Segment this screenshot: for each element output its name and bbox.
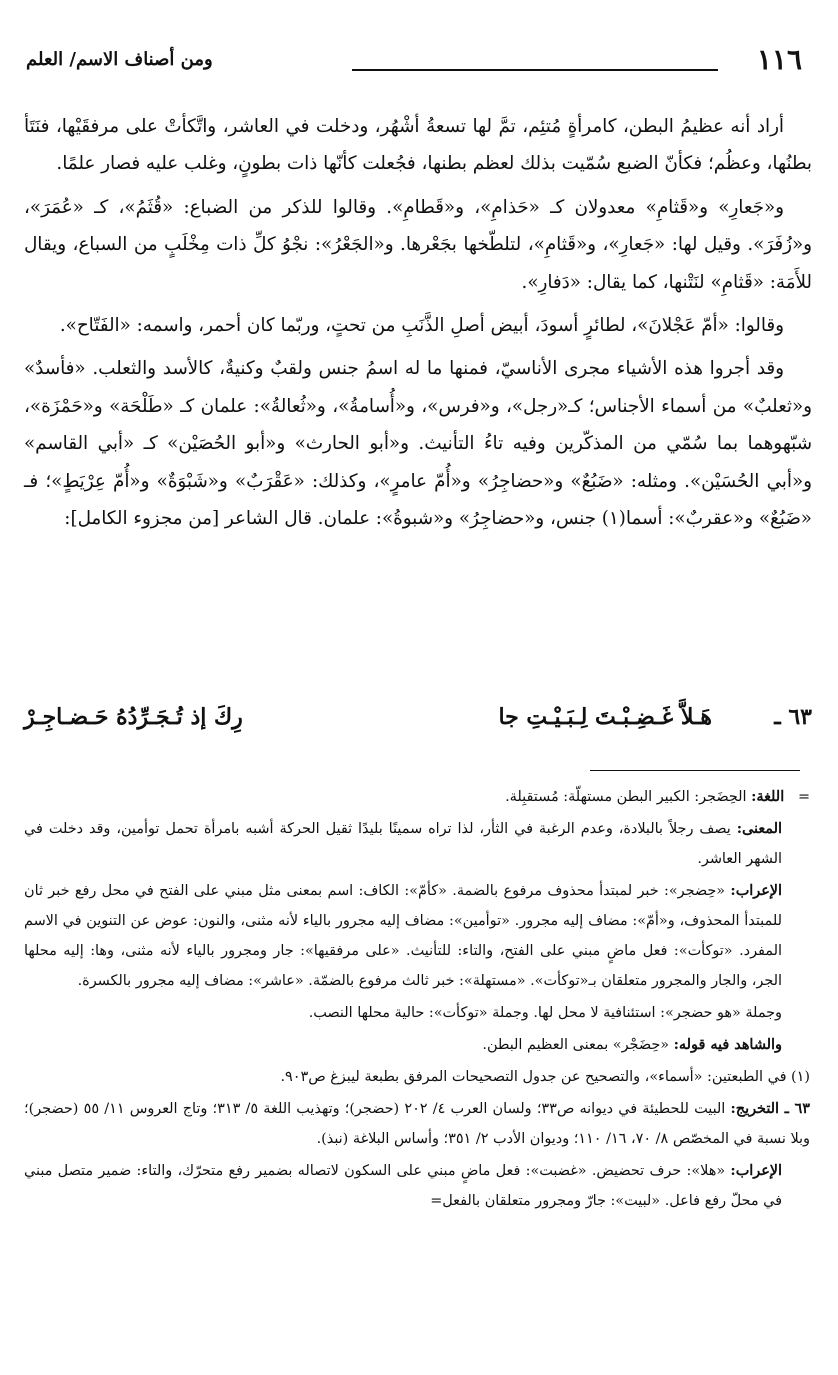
footnotes xyxy=(24,782,810,1218)
main-text xyxy=(24,108,812,543)
footnote-label: اللغة: xyxy=(751,788,785,805)
footnote-text: «حِضَجْر» بمعنى العظيم البطن. xyxy=(482,1037,670,1053)
footnote-maana xyxy=(24,814,810,874)
footnote-shahid xyxy=(24,1030,810,1060)
verse-first-hemistich: هَـلاَّ غَـضِـبْـتَ لِـبَـيْـتِ جا xyxy=(498,704,712,730)
footnote-label: الإعراب: xyxy=(730,882,782,899)
footnote-text: «هلا»: حرف تحضيض. «غضبت»: فعل ماضٍ مبني على السكون لاتصاله بضمير رفع متحرّك، والتاء: ضمير متصل مبني في محلّ رفع فاعل. «لبيت»: جارّ ومجرور متعلقان بالفعل= xyxy=(24,1163,782,1209)
footnote-text: يصف رجلاً بالبلادة، وعدم الرغبة في الثأر، لذا تراه سمينًا بليدًا ثقيل الحركة أشبه بامرأة تحمل توأمين، وقد دخلت في الشهر العاشر. xyxy=(24,821,782,867)
page-number: ١١٦ xyxy=(756,43,802,76)
footnote-label: والشاهد فيه قوله: xyxy=(673,1036,782,1053)
footnote-label: ٦٣ ـ التخريج: xyxy=(730,1100,810,1117)
footnote-text: «حِضجر»: خبر لمبتدأ محذوف مرفوع بالضمة. «كأمّ»: الكاف: اسم بمعنى مثل مبني على الفتح في محل رفع خبر ثان للمبتدأ المحذوف، و«أمّ»: مضاف إليه مجرور. «توأمين»: مضاف إليه مجرور بالياء لأنه مثنى، والنون: عوض عن التنوين في الاسم المفرد. «توكأت»: فعل ماضٍ مبني على الفتح، والتاء: للتأنيث. «على مرفقيها»: جار ومجرور بالياء لأنه مثنى، وها: إليه محلها الجر، والجار والمجرور متعلقان بـ«توكأت». «مستهلة»: خبر ثالث مرفوع بالضمّة. «عاشر»: مضاف إليه مجرور بالكسرة. xyxy=(24,883,782,989)
paragraph: وقالوا: «أمّ عَجْلانَ»، لطائرٍ أسودَ، أبيض أصلِ الذَّنَبِ من تحتٍ، وربّما كان أحمر، واسمه: «الفَتّاح». xyxy=(59,315,784,337)
footnote-takhrij xyxy=(24,1094,810,1154)
footnote-text: الحِضَجر: الكبير البطن مستهلّة: مُستقبِلة. xyxy=(505,789,747,805)
running-title: ومن أصناف الاسم/ العلم xyxy=(26,49,213,70)
verse-second-hemistich: رِكَ إذ تُـجَـرِّدُهُ حَـضـاجِـرْ xyxy=(24,704,243,730)
paragraph: أراد أنه عظيمُ البطن، كامرأةٍ مُتئِم، تمَّ لها تسعةُ أشْهُر، ودخلت في العاشر، واتَّكأتْ على مرفقَيْها، فنَتَأ بطنُها، وعظُم؛ فكأنّ الضبع سُمّيت بذلك لعظم بطنها، فجُعلت كأنّها ذات بطونٍ، وغلب عليه فصار علمًا. xyxy=(24,116,812,175)
footnote-irab-2 xyxy=(24,1156,810,1216)
paragraph: وقد أجروا هذه الأشياء مجرى الأناسيّ، فمنها ما له اسمُ جنس ولقبٌ وكنيةٌ، كالأسد والثعلب. «فأسدٌ» و«ثعلبٌ» من أسماء الأجناس؛ كـ«رجل»، و«فرس»، و«أُسامةُ»، و«ثُعالةُ»: علمان كـ «طَلْحَة» و«حَمْزَة»، شبّهوهما بما سُمّي من المذكّرين وفيه تاءُ التأنيث. و«أبو الحارث» و«أبو الحُصَيْن» كـ «أبي القاسم» و«أبي الحُسَيْن». ومثله: «ضَبُعٌ» و«حضاجِرُ» و«أُمّ عامرٍ»، وكذلك: «عَقْرَبٌ» و«شَبْوَةٌ» و«أُمّ عِرْيَطٍ»؛ فـ «ضَبُعٌ» و«عقربٌ»: أسما(١) جنس، و«حضاجِرُ» و«شبوةُ»: علمان. قال الشاعر [من مجزوء الكامل]: xyxy=(24,358,812,530)
paragraph: و«جَعارِ» و«قَثامِ» معدولان كـ «حَذامِ»، و«قَطامِ». وقالوا للذكر من الضباع: «قُثَمُ»، كـ «عُمَرَ»، و«زُفَرَ». وقيل لها: «جَعارِ»، و«قَثامِ»، لتلطّخها بجَعْرها. و«الجَعْرُ»: نجْوُ كلِّ ذات مِخْلَبٍ من السباع، ويقال للأَمَة: «قَثامِ» لنَتْنها، كما يقال: «دَفارِ». xyxy=(24,196,812,293)
footnote-text: البيت للحطيئة في ديوانه ص٣٣؛ ولسان العرب ٤/ ٢٠٢ (حضجر)؛ وتهذيب اللغة ٥/ ٣١٣؛ وتاج العروس ١١/ ٥٥ (حضجر)؛ وبلا نسبة في المخصّص ٨/ ٧٠، ١٦/ ١١٠؛ وديوان الأدب ٢/ ٣٥١؛ وأساس البلاغة (نبذ). xyxy=(24,1101,810,1147)
footnote-jumla xyxy=(24,998,810,1028)
page-header xyxy=(26,40,802,80)
footnote-label: المعنى: xyxy=(736,820,783,837)
poetry-verse xyxy=(24,700,812,744)
footnote-lugha xyxy=(24,782,810,812)
continuation-mark: = xyxy=(797,789,810,805)
header-rule xyxy=(352,69,718,71)
verse-number: ٦٣ ـ xyxy=(774,704,812,730)
footnote-1: (١) في الطبعتين: «أسماء»، والتصحيح عن جدول التصحيحات المرفق بطبعة ليبزغ ص٩٠٣. xyxy=(280,1069,810,1085)
footnote-label: الإعراب: xyxy=(730,1162,783,1179)
footnote-text: وجملة «هو حضجر»: استئنافية لا محل لها. وجملة «توكأت»: حالية محلها النصب. xyxy=(308,1005,782,1021)
footnote-separator xyxy=(590,770,800,771)
footnote-irab xyxy=(24,876,810,996)
